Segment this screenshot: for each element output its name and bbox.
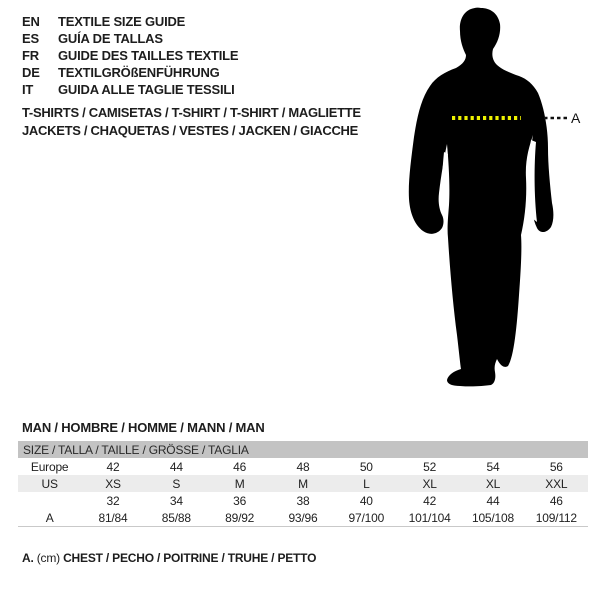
size-cell: M	[271, 475, 334, 492]
table-header-row	[18, 441, 588, 458]
size-cell: XL	[398, 475, 461, 492]
garment-line-tshirts: T-SHIRTS / CAMISETAS / T-SHIRT / T-SHIRT / MAGLIETTE	[22, 105, 361, 120]
size-cell: 89/92	[208, 509, 271, 527]
garment-line-jackets: JACKETS / CHAQUETAS / VESTES / JACKEN / GIACCHE	[22, 123, 358, 138]
size-cell: 38	[296, 493, 310, 508]
size-cell: 105/108	[461, 509, 524, 527]
table-row-chest-a	[18, 509, 588, 527]
size-cell: 52	[423, 459, 437, 474]
size-cell: XXL	[525, 475, 588, 492]
size-cell: 48	[296, 459, 310, 474]
table-row-europe	[18, 458, 588, 475]
size-cell: M	[208, 475, 271, 492]
footnote-prefix: A.	[22, 551, 34, 565]
size-cell: 36	[233, 493, 247, 508]
size-cell: 34	[169, 493, 183, 508]
lang-code: DE	[22, 65, 40, 80]
size-cell: 97/100	[335, 509, 398, 527]
size-table	[18, 441, 588, 527]
size-cell: 109/112	[525, 509, 588, 527]
measurement-footnote	[22, 551, 316, 565]
size-cell: XS	[81, 475, 144, 492]
table-header-label: SIZE / TALLA / TAILLE / GRÖSSE / TAGLIA	[18, 441, 588, 458]
row-label	[18, 492, 81, 509]
footnote-unit: (cm)	[36, 551, 60, 565]
size-cell: 56	[549, 459, 563, 474]
size-cell: 42	[423, 493, 437, 508]
measure-label-a: A	[571, 110, 581, 126]
size-cell: 42	[106, 459, 120, 474]
size-cell: L	[335, 475, 398, 492]
table-row-us	[18, 475, 588, 492]
footnote-text: CHEST / PECHO / POITRINE / TRUHE / PETTO	[63, 551, 317, 565]
section-title-man: MAN / HOMBRE / HOMME / MANN / MAN	[22, 420, 265, 435]
lang-label: GUÍA DE TALLAS	[58, 31, 163, 46]
row-label: US	[18, 475, 81, 492]
size-cell: 44	[169, 459, 183, 474]
size-cell: 54	[486, 459, 500, 474]
size-cell: 46	[549, 493, 563, 508]
lang-label: TEXTILGRÖßENFÜHRUNG	[58, 65, 220, 80]
row-label: Europe	[30, 459, 69, 474]
size-cell: 101/104	[398, 509, 461, 527]
lang-code: ES	[22, 31, 39, 46]
lang-code: EN	[22, 14, 40, 29]
lang-code: FR	[22, 48, 39, 63]
size-cell: 85/88	[145, 509, 208, 527]
table-row-us-numeric	[18, 492, 588, 509]
size-cell: 44	[486, 493, 500, 508]
lang-label: GUIDE DES TAILLES TEXTILE	[58, 48, 239, 63]
size-cell: 32	[106, 493, 120, 508]
lang-label: TEXTILE SIZE GUIDE	[58, 14, 186, 29]
size-cell: 81/84	[81, 509, 144, 527]
size-cell: S	[145, 475, 208, 492]
row-label: A	[18, 509, 81, 527]
size-cell: 46	[233, 459, 247, 474]
size-cell: 50	[359, 459, 373, 474]
lang-label: GUIDA ALLE TAGLIE TESSILI	[58, 82, 235, 97]
size-cell: 93/96	[271, 509, 334, 527]
size-cell: XL	[461, 475, 524, 492]
size-cell: 40	[359, 493, 373, 508]
lang-code: IT	[22, 82, 34, 97]
